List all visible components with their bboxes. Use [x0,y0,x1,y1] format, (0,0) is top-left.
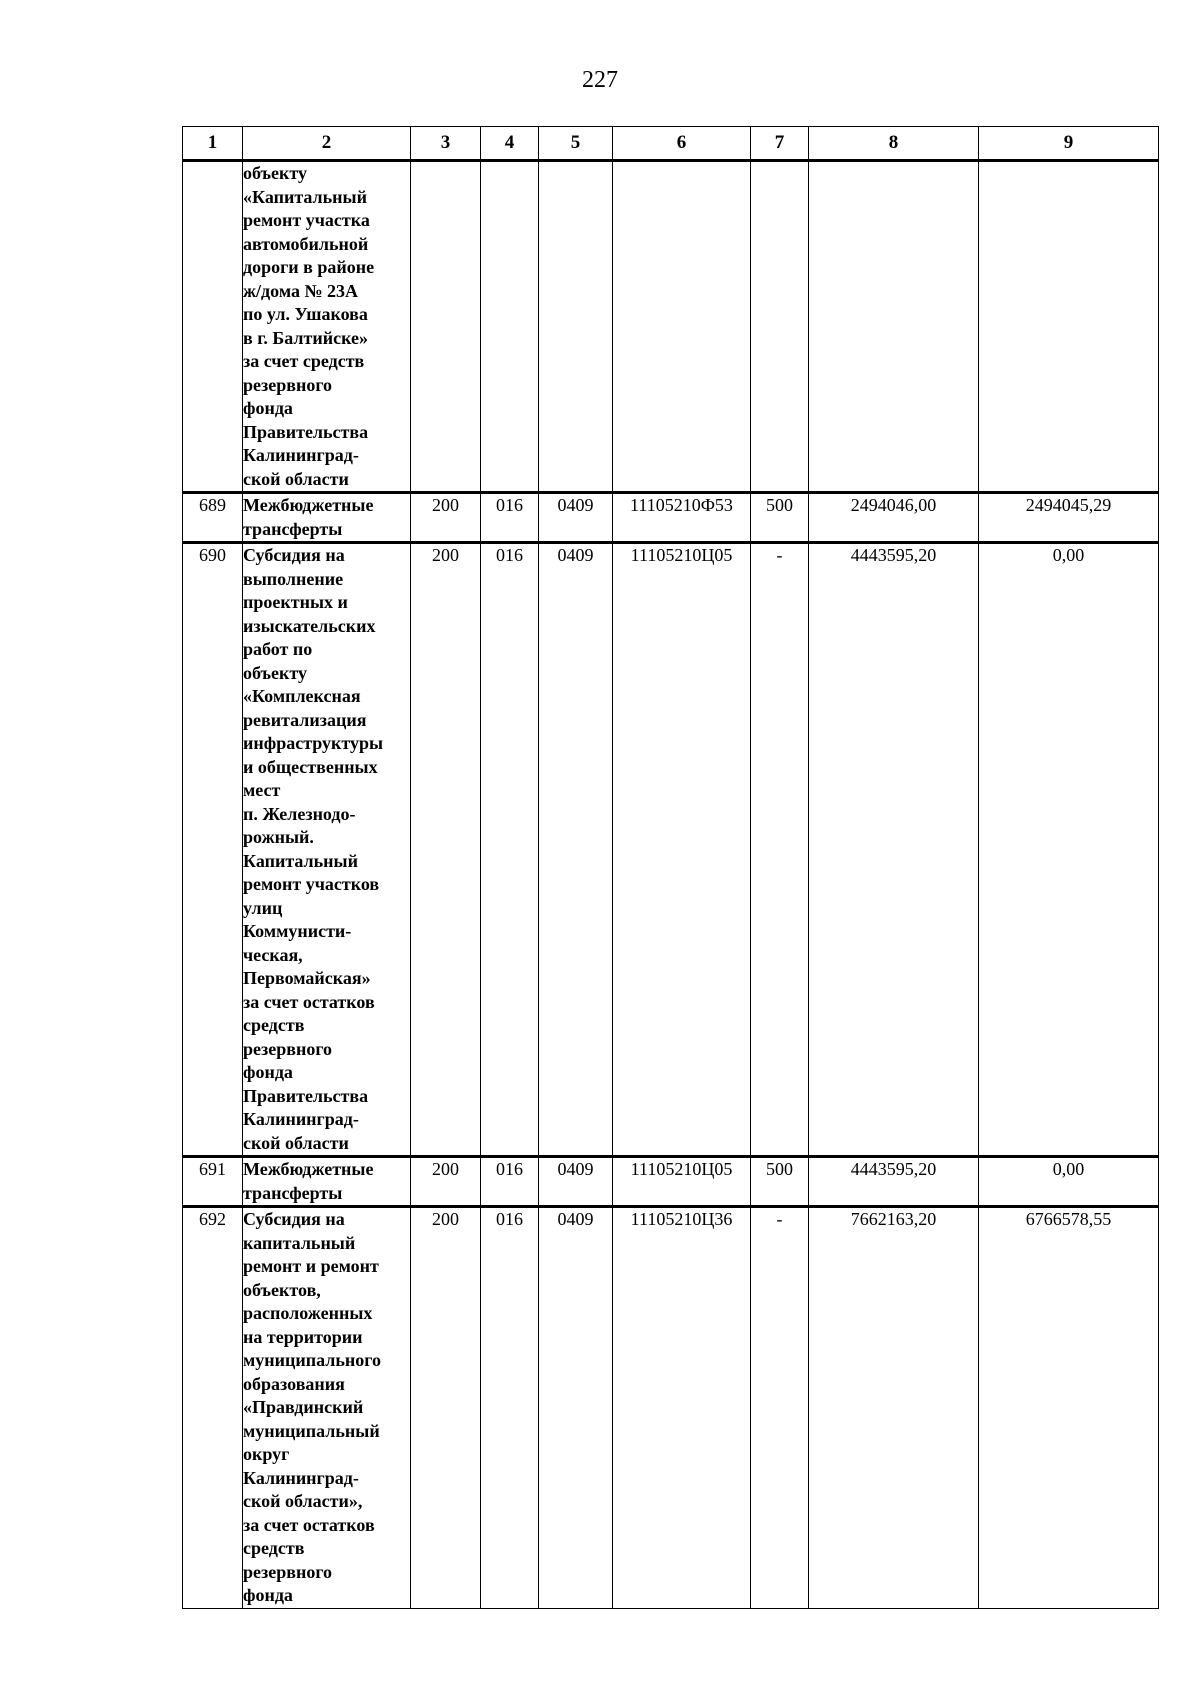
col-8-value: 4443595,20 [809,543,979,1157]
row-number: 691 [183,1157,243,1207]
col-5-value: 0409 [539,493,613,543]
budget-table [182,126,1159,1609]
header-col-3: 3 [411,127,481,161]
row-number: 689 [183,493,243,543]
row-name: Субсидия на выполнение проектных и изыскательских работ по объекту «Комплексная ревитализация инфраструктуры и общественных мест п. Железнодо- рожный. Капитальный ремонт участков улиц Коммунисти- ческая, Первомайская» за счет остатков средств резервного фонда Правительства Калининград- ской области [243,543,411,1157]
col-4-value: 016 [481,543,539,1157]
row-name: Межбюджетные трансферты [243,1157,411,1207]
header-col-4: 4 [481,127,539,161]
col-9-value [979,161,1159,493]
col-6-value: 11105210Ц05 [613,543,751,1157]
col-8-value: 4443595,20 [809,1157,979,1207]
col-9-value: 0,00 [979,543,1159,1157]
col-3-value: 200 [411,543,481,1157]
header-col-9: 9 [979,127,1159,161]
col-5-value: 0409 [539,1157,613,1207]
col-4-value [481,161,539,493]
col-4-value: 016 [481,1157,539,1207]
col-4-value: 016 [481,1207,539,1609]
table-row [183,493,1159,543]
header-col-1: 1 [183,127,243,161]
table-row [183,161,1159,493]
col-7-value [751,161,809,493]
row-number: 692 [183,1207,243,1609]
row-name: Межбюджетные трансферты [243,493,411,543]
header-col-2: 2 [243,127,411,161]
col-9-value: 6766578,55 [979,1207,1159,1609]
row-name: Субсидия на капитальный ремонт и ремонт объектов, расположенных на территории муниципального образования «Правдинский муниципальный округ Калининград- ской области», за счет остатков средств резервного фонда [243,1207,411,1609]
col-5-value [539,161,613,493]
col-6-value [613,161,751,493]
col-7-value: - [751,543,809,1157]
col-7-value: 500 [751,493,809,543]
col-3-value: 200 [411,1157,481,1207]
col-6-value: 11105210Ц05 [613,1157,751,1207]
col-8-value: 2494046,00 [809,493,979,543]
col-6-value: 11105210Ц36 [613,1207,751,1609]
col-6-value: 11105210Ф53 [613,493,751,543]
row-name: объекту «Капитальный ремонт участка автомобильной дороги в районе ж/дома № 23А по ул. Ушакова в г. Балтийске» за счет средств резервного фонда Правительства Калининград- ской области [243,161,411,493]
col-3-value: 200 [411,1207,481,1609]
col-7-value: 500 [751,1157,809,1207]
header-row [183,127,1159,161]
table-row [183,1207,1159,1609]
col-4-value: 016 [481,493,539,543]
page-number: 227 [582,67,618,93]
col-9-value: 0,00 [979,1157,1159,1207]
header-col-5: 5 [539,127,613,161]
table-row [183,543,1159,1157]
header-col-6: 6 [613,127,751,161]
row-number: 690 [183,543,243,1157]
row-number [183,161,243,493]
col-8-value [809,161,979,493]
col-3-value [411,161,481,493]
col-3-value: 200 [411,493,481,543]
col-7-value: - [751,1207,809,1609]
col-9-value: 2494045,29 [979,493,1159,543]
col-8-value: 7662163,20 [809,1207,979,1609]
header-col-8: 8 [809,127,979,161]
table-row [183,1157,1159,1207]
col-5-value: 0409 [539,543,613,1157]
col-5-value: 0409 [539,1207,613,1609]
header-col-7: 7 [751,127,809,161]
